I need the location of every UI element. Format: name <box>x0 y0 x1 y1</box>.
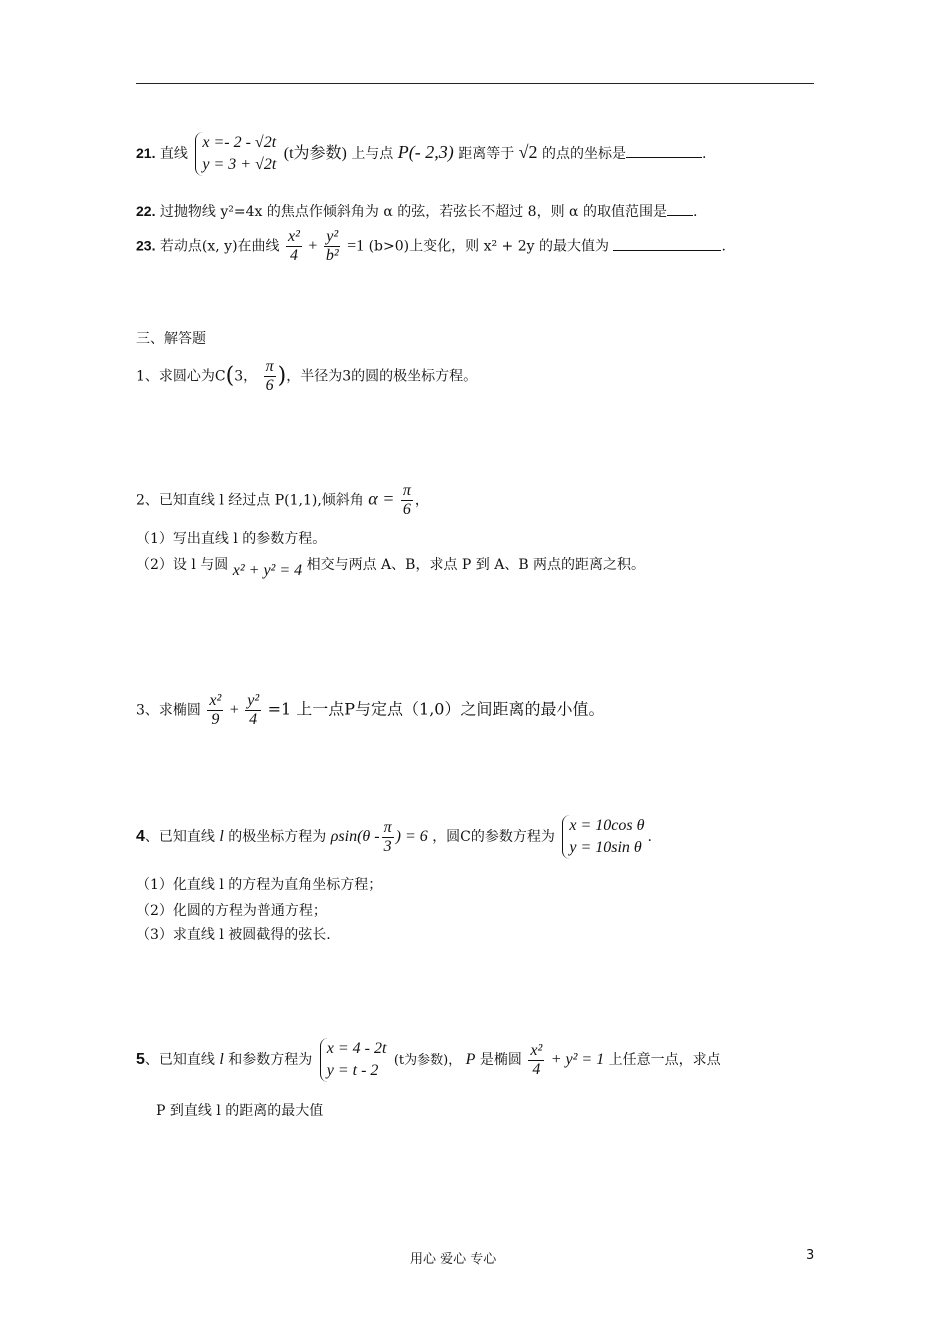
question-23: 23. 若动点(x, y)在曲线 $\frac{\text{x²}}{4}$ + $\frac{\text{y²}}{\text{b²}}$ =1 (b>0)上变化，则 x² + 2y 的最大值为 . <box>136 228 726 264</box>
parametric-system: x =- 2 - √2t y = 3 + √2t <box>195 132 276 176</box>
fraction: $\frac{\text{x²}}{4}$ <box>288 228 300 264</box>
fraction: $\frac{\text{x²}}{9}$ <box>209 692 222 728</box>
question-21: 21. 直线 x =- 2 - √2t y = 3 + √2t (t为参数) 上与点 P(- 2,3) 距离等于 √2 的点的坐标是 . <box>136 132 706 176</box>
question-22: 22. 过抛物线 y²=4x 的焦点作倾斜角为 α 的弦，若弦长不超过 8，则 α 的取值范围是 . <box>136 203 698 220</box>
problem-2-part-2: （2）设 l 与圆 x² + y² = 4 相交与两点 A、B，求点 P 到 A、B 两点的距离之积。 <box>136 557 646 579</box>
section-heading: 三、解答题 <box>136 331 206 347</box>
page-number: 3 <box>806 1248 815 1263</box>
problem-5: 5、已知直线 l 和参数方程为 x = 4 - 2t y = t - 2 (t为参数)， P 是椭圆 $\frac{\text{x²}}{4}$ + y² = 1 上任意一点，求点 <box>136 1038 721 1082</box>
header-rule <box>136 83 814 84</box>
parametric-system: x = 10cos θ y = 10sin θ <box>562 815 644 859</box>
parametric-system: x = 4 - 2t y = t - 2 <box>320 1038 387 1082</box>
problem-1: 1、求圆心为C(3， $\frac{\pi}{6}$ )，半径为3的圆的极坐标方程。 <box>136 358 478 394</box>
problem-5-line-2: P 到直线 l 的距离的最大值 <box>156 1103 324 1119</box>
fraction: $\frac{\text{y²}}{4}$ <box>247 692 260 728</box>
problem-4-part-3: （3）求直线 l 被圆截得的弦长. <box>136 927 331 943</box>
answer-blank <box>626 157 702 158</box>
fraction: $\frac{\pi}{6}$ <box>402 482 411 518</box>
problem-4-part-2: （2）化圆的方程为普通方程； <box>136 903 327 919</box>
problem-4: 4、已知直线 l 的极坐标方程为 ρsin(θ - $\frac{\pi}{3}$ ) = 6 ，圆C的参数方程为 x = 10cos θ y = 10sin θ . <box>136 815 652 859</box>
problem-2-part-1: （1）写出直线 l 的参数方程。 <box>136 531 327 547</box>
fraction: $\frac{\pi}{6}$ <box>265 358 274 394</box>
problem-2: 2、已知直线 l 经过点 P(1,1),倾斜角 α = $\frac{\pi}{6}$ ， <box>136 482 429 518</box>
fraction: $\frac{\pi}{3}$ <box>383 818 392 855</box>
problem-3: 3、求椭圆 $\frac{\text{x²}}{9}$ + $\frac{\text{y²}}{4}$ =1 上一点P与定点（1,0）之间距离的最小值。 <box>136 692 605 728</box>
problem-4-part-1: （1）化直线 l 的方程为直角坐标方程； <box>136 877 383 893</box>
fraction: $\frac{\text{x²}}{4}$ <box>530 1041 543 1078</box>
fraction: $\frac{\text{y²}}{\text{b²}}$ <box>325 228 339 264</box>
answer-blank <box>667 215 693 216</box>
footer-motto: 用心 爱心 专心 <box>410 1252 497 1267</box>
answer-blank <box>613 250 721 251</box>
